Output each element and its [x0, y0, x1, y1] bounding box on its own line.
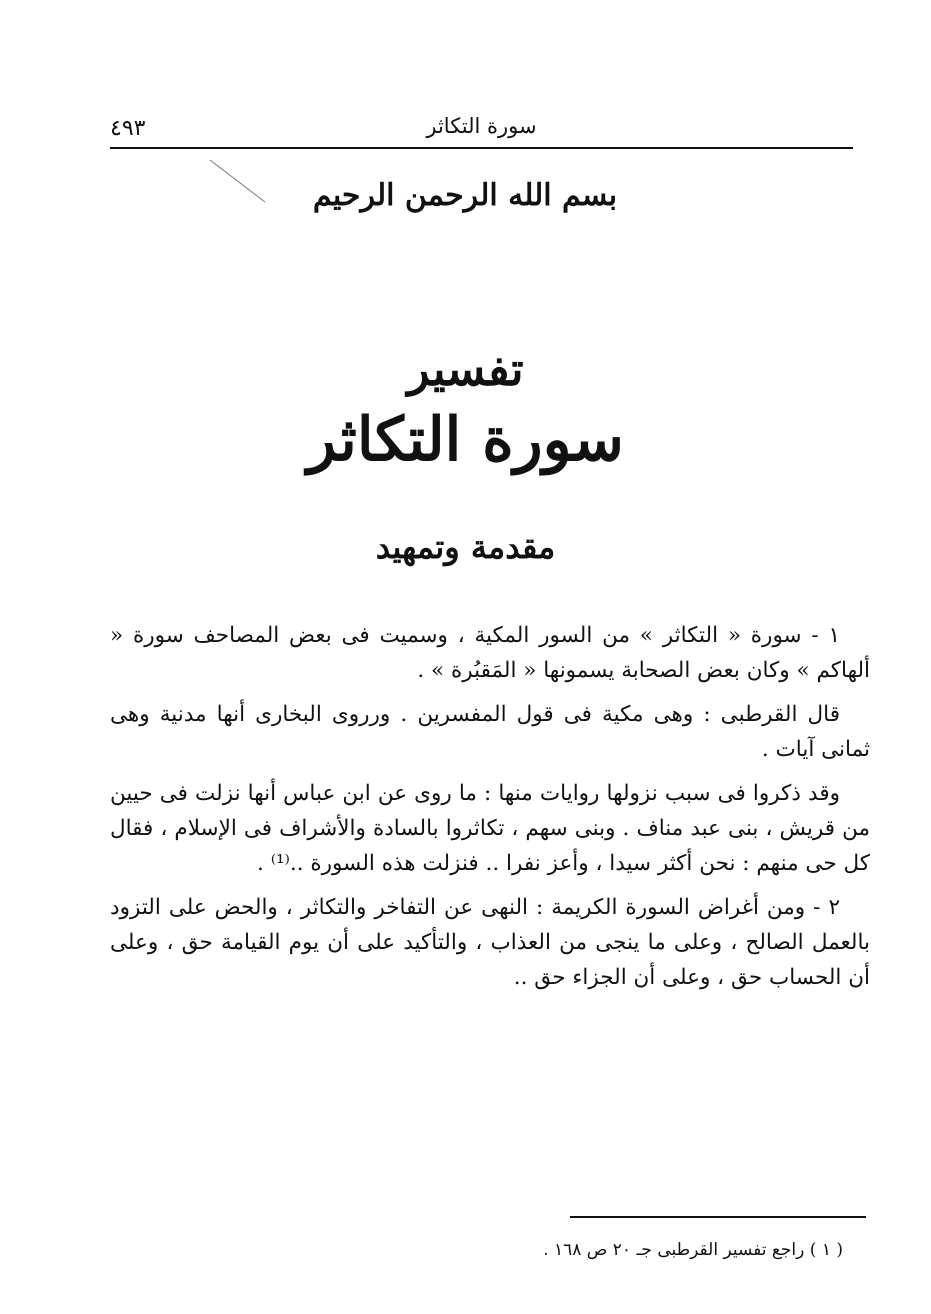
paragraph: ١ - سورة « التكاثر » من السور المكية ، وسميت فى بعض المصاحف سورة « ألهاكم » وكان بعض الصحابة يسمونها « المَقبُرة » .	[110, 623, 870, 683]
paragraph: وقد ذكروا فى سبب نزولها روايات منها : ما روى عن ابن عباس أنها نزلت فى حيين من قريش ، بنى عبد مناف . وبنى سهم ، تكاثروا بالسادة والأشراف فى الإسلام ، فقال كل حى منهم : نحن أكثر سيدا ، وأعز نفرا .. فنزلت هذه السورة ..⁽¹⁾ .	[110, 781, 870, 876]
bismillah-calligraphy: بسم الله الرحمن الرحيم	[312, 178, 618, 213]
body-text	[110, 618, 870, 1004]
header-rule	[110, 147, 853, 149]
section-heading: مقدمة وتمهيد	[375, 528, 556, 566]
running-title: سورة التكاثر	[426, 114, 537, 138]
footnote: ( ١ ) راجع تفسير القرطبى جـ ٢٠ ص ١٦٨ .	[543, 1240, 843, 1260]
paragraph: قال القرطبى : وهى مكية فى قول المفسرين . ورروى البخارى أنها مدنية وهى ثمانى آيات .	[110, 702, 870, 762]
title-tafsir: تفسير	[407, 342, 524, 396]
page-header	[110, 112, 853, 144]
scan-artifact-line	[210, 160, 270, 205]
footnote-rule	[570, 1216, 866, 1218]
title-surah-name: سورة التكاثر	[307, 405, 624, 475]
page-number: ٤٩٣	[110, 115, 146, 141]
paragraph: ٢ - ومن أغراض السورة الكريمة : النهى عن التفاخر والتكاثر ، والحض على التزود بالعمل الصالح ، وعلى ما ينجى من العذاب ، والتأكيد على أن يوم القيامة حق ، وعلى أن الحساب حق ، وعلى أن الجزاء حق ..	[110, 895, 870, 990]
